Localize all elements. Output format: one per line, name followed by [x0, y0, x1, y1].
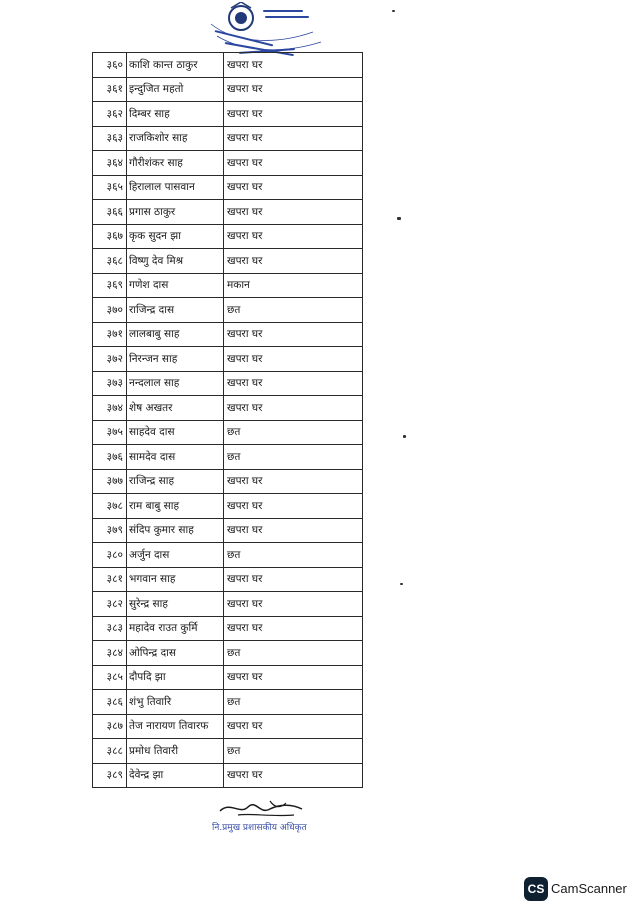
house-type: खपरा घर — [224, 616, 363, 641]
resident-name: संदिप कुमार साह — [127, 518, 224, 543]
house-type: खपरा घर — [224, 53, 363, 78]
house-type: छत — [224, 420, 363, 445]
house-type: खपरा घर — [224, 567, 363, 592]
row-number: ३७९ — [93, 518, 127, 543]
resident-name: महादेव राउत कुर्मि — [127, 616, 224, 641]
house-type: खपरा घर — [224, 714, 363, 739]
table-row — [93, 322, 363, 347]
official-signature — [200, 797, 325, 842]
scan-speck — [400, 583, 403, 585]
row-number: ३८६ — [93, 690, 127, 715]
house-type: खपरा घर — [224, 175, 363, 200]
table-row — [93, 273, 363, 298]
table-row — [93, 102, 363, 127]
house-type-register-table — [92, 52, 363, 788]
house-type: खपरा घर — [224, 347, 363, 372]
table-row — [93, 739, 363, 764]
row-number: ३७६ — [93, 445, 127, 470]
row-number: ३८० — [93, 543, 127, 568]
house-type: खपरा घर — [224, 151, 363, 176]
resident-name: लालबाबु साह — [127, 322, 224, 347]
row-number: ३८९ — [93, 763, 127, 788]
row-number: ३६७ — [93, 224, 127, 249]
row-number: ३८२ — [93, 592, 127, 617]
scan-speck — [397, 217, 401, 220]
resident-name: तेज नारायण तिवारफ — [127, 714, 224, 739]
resident-name: राम बाबु साह — [127, 494, 224, 519]
house-type: खपरा घर — [224, 469, 363, 494]
resident-name: गौरीशंकर साह — [127, 151, 224, 176]
resident-name: राजिन्द्र साह — [127, 469, 224, 494]
house-type: छत — [224, 543, 363, 568]
table-row — [93, 714, 363, 739]
row-number: ३८४ — [93, 641, 127, 666]
house-type: छत — [224, 298, 363, 323]
table-row — [93, 518, 363, 543]
resident-name: शेष अखतर — [127, 396, 224, 421]
resident-name: नन्दलाल साह — [127, 371, 224, 396]
table-row — [93, 763, 363, 788]
house-type: खपरा घर — [224, 518, 363, 543]
table-row — [93, 77, 363, 102]
row-number: ३६० — [93, 53, 127, 78]
resident-name: राजकिशोर साह — [127, 126, 224, 151]
row-number: ३८८ — [93, 739, 127, 764]
house-type: छत — [224, 641, 363, 666]
house-type: खपरा घर — [224, 371, 363, 396]
row-number: ३८१ — [93, 567, 127, 592]
resident-name: राजिन्द्र दास — [127, 298, 224, 323]
resident-name: प्रमोध तिवारी — [127, 739, 224, 764]
row-number: ३६२ — [93, 102, 127, 127]
resident-name: सुरेन्द्र साह — [127, 592, 224, 617]
table-row — [93, 543, 363, 568]
row-number: ३६९ — [93, 273, 127, 298]
row-number: ३७५ — [93, 420, 127, 445]
resident-name: हिरालाल पासवान — [127, 175, 224, 200]
table-row — [93, 641, 363, 666]
resident-name: काशि कान्त ठाकुर — [127, 53, 224, 78]
resident-name: कृक सुदन झा — [127, 224, 224, 249]
table-row — [93, 469, 363, 494]
row-number: ३८७ — [93, 714, 127, 739]
resident-name: ओपिन्द्र दास — [127, 641, 224, 666]
house-type: खपरा घर — [224, 77, 363, 102]
house-type: छत — [224, 739, 363, 764]
house-type: खपरा घर — [224, 224, 363, 249]
resident-name: दिम्बर साह — [127, 102, 224, 127]
table-row — [93, 665, 363, 690]
scan-speck — [403, 435, 406, 438]
table-row — [93, 298, 363, 323]
house-type: खपरा घर — [224, 126, 363, 151]
table-row — [93, 616, 363, 641]
resident-name: शंभु तिवारि — [127, 690, 224, 715]
house-type: खपरा घर — [224, 763, 363, 788]
table-row — [93, 200, 363, 225]
house-type: खपरा घर — [224, 592, 363, 617]
house-type: खपरा घर — [224, 102, 363, 127]
row-number: ३६६ — [93, 200, 127, 225]
scan-speck — [392, 10, 395, 12]
house-type: खपरा घर — [224, 494, 363, 519]
row-number: ३६८ — [93, 249, 127, 274]
table-row — [93, 494, 363, 519]
camscanner-logo-icon: CS — [524, 877, 548, 901]
resident-name: विष्णु देव मिश्र — [127, 249, 224, 274]
row-number: ३७८ — [93, 494, 127, 519]
resident-name: गणेश दास — [127, 273, 224, 298]
row-number: ३६४ — [93, 151, 127, 176]
table-row — [93, 690, 363, 715]
table-row — [93, 445, 363, 470]
house-type: छत — [224, 690, 363, 715]
table-row — [93, 347, 363, 372]
table-row — [93, 224, 363, 249]
table-row — [93, 175, 363, 200]
row-number: ३७३ — [93, 371, 127, 396]
resident-name: साहदेव दास — [127, 420, 224, 445]
resident-name: निरन्जन साह — [127, 347, 224, 372]
table-row — [93, 371, 363, 396]
row-number: ३७१ — [93, 322, 127, 347]
camscanner-watermark: CamScanner — [551, 881, 627, 896]
house-type: खपरा घर — [224, 200, 363, 225]
table-row — [93, 592, 363, 617]
resident-name: भगवान साह — [127, 567, 224, 592]
resident-name: प्रगास ठाकुर — [127, 200, 224, 225]
resident-name: दौपदि झा — [127, 665, 224, 690]
table-row — [93, 420, 363, 445]
row-number: ३७० — [93, 298, 127, 323]
table-row — [93, 249, 363, 274]
row-number: ३७७ — [93, 469, 127, 494]
table-row — [93, 151, 363, 176]
table-row — [93, 126, 363, 151]
row-number: ३६१ — [93, 77, 127, 102]
house-type: खपरा घर — [224, 396, 363, 421]
row-number: ३८३ — [93, 616, 127, 641]
resident-name: सामदेव दास — [127, 445, 224, 470]
resident-name: देवेन्द्र झा — [127, 763, 224, 788]
house-type: खपरा घर — [224, 322, 363, 347]
table-row — [93, 53, 363, 78]
row-number: ३६५ — [93, 175, 127, 200]
resident-name: इन्दुजित महतो — [127, 77, 224, 102]
house-type: खपरा घर — [224, 249, 363, 274]
house-type: खपरा घर — [224, 665, 363, 690]
table-row — [93, 396, 363, 421]
row-number: ३८५ — [93, 665, 127, 690]
resident-name: अर्जुन दास — [127, 543, 224, 568]
row-number: ३७४ — [93, 396, 127, 421]
row-number: ३७२ — [93, 347, 127, 372]
table-row — [93, 567, 363, 592]
house-type: छत — [224, 445, 363, 470]
row-number: ३६३ — [93, 126, 127, 151]
house-type: मकान — [224, 273, 363, 298]
signature-stamp-text: नि.प्रमुख प्रशासकीय अधिकृत — [212, 823, 307, 833]
